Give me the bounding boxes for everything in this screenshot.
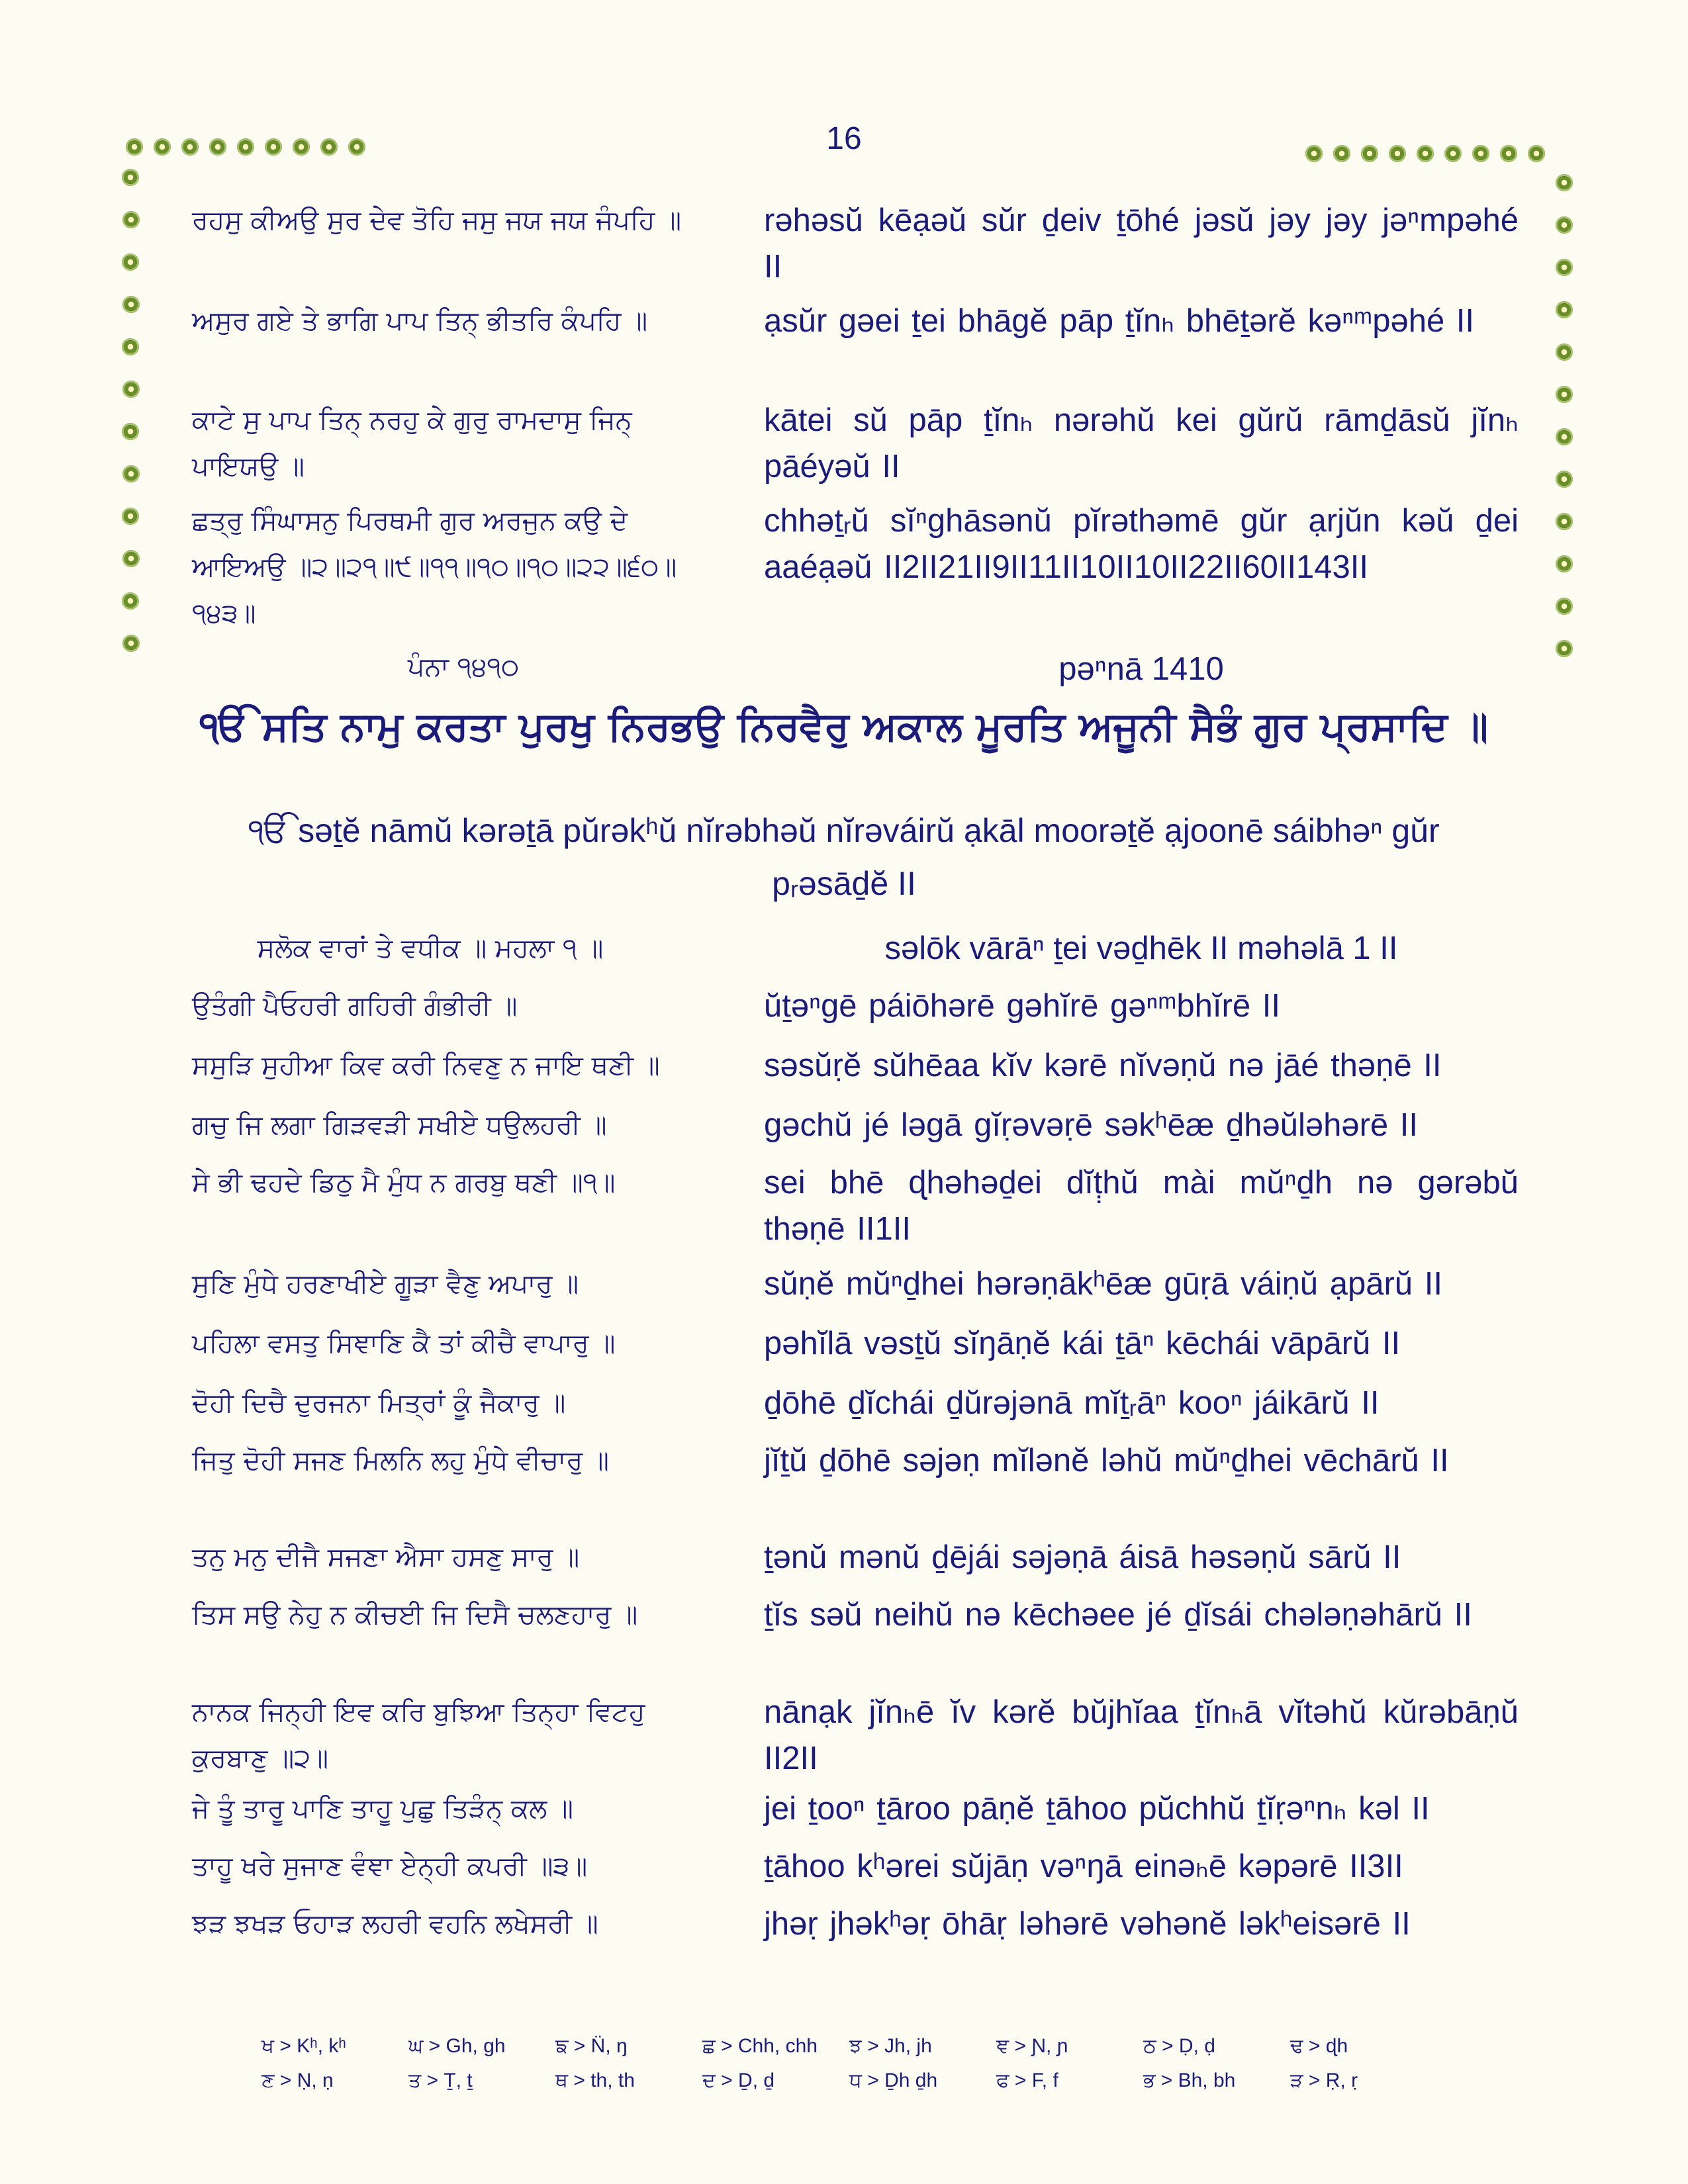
legend-item: ਦ > Ḏ, ḏ (702, 2070, 775, 2091)
flower-ornament-icon (122, 635, 140, 652)
flower-ornament-icon (122, 550, 140, 567)
flower-ornament-icon (1556, 555, 1573, 572)
gurmukhi-line: ਤਾਹੂ ਖਰੇ ਸੁਜਾਣ ਵੰਞਾ ਏਨ੍ਹੀ ਕਪਰੀ ॥੩॥ (192, 1851, 588, 1882)
flower-ornament-icon (122, 338, 139, 355)
flower-ornament-icon (1556, 174, 1573, 191)
transliteration-line: sŭṇĕ mŭⁿḏhei hərəṇākʰēæ gūṛā váiṇŭ ạpārŭ II (764, 1266, 1442, 1302)
mool-mantar-transliteration: ੴ səṯĕ nāmŭ kərəṯā pŭrəkʰŭ nĭrəbhəŭ nĭrəváirŭ ạkāl moorəṯĕ ạjoonē sáibhəⁿ gŭr pᵣəsāḏĕ II (248, 812, 1440, 902)
transliteration-line: jĭṯŭ ḏōhē səjəṇ mĭlənĕ ləhŭ mŭⁿḏhei vēchārŭ II (764, 1443, 1449, 1479)
section-heading-transliteration: səlōk vārāⁿ ṯei vəḏhēk II məhəlā 1 II (884, 931, 1398, 966)
legend-item: ਥ > th, th (555, 2070, 635, 2091)
gurmukhi-line: ਸੇ ਭੀ ਢਹਦੇ ਡਿਠੁ ਮੈ ਮੁੰਧ ਨ ਗਰਬੁ ਥਣੀ ॥੧॥ (192, 1167, 616, 1198)
legend-item: ਞ > Ɲ, ɲ (996, 2035, 1068, 2057)
flower-ornament-icon (122, 381, 140, 398)
flower-ornament-icon (1556, 640, 1573, 657)
transliteration-line: kātei sŭ pāp ṯĭnₕ nərəhŭ kei gŭrŭ rāmḏāsŭ jĭnₕ pāéyəŭ II (764, 402, 1519, 484)
legend-item: ਛ > Chh, chh (702, 2035, 818, 2057)
transliteration-line: rəhəsŭ kēạəŭ sŭr ḏeiv ṯōhé jəsŭ jəy jəy jəⁿmpəhé II (764, 203, 1519, 285)
transliteration-line: gəchŭ jé ləgā gĭṛəvəṛē səkʰēæ ḏhəŭləhərē II (764, 1107, 1419, 1143)
flower-ornament-icon (122, 253, 139, 271)
legend-item: ਧ > Ḏh ḏh (849, 2070, 938, 2091)
gurmukhi-line: ਛਤ੍ਰੁ ਸਿੰਘਾਸਨੁ ਪਿਰਥਮੀ ਗੁਰ ਅਰਜੁਨ ਕਉ ਦੇ ਆਇਅਉ ॥੨॥੨੧॥੯॥੧੧॥੧੦॥੧੦॥੨੨॥੬੦॥੧੪੩॥ (192, 506, 677, 629)
flower-ornament-icon (1556, 216, 1573, 234)
flower-ornament-icon (122, 423, 139, 440)
flower-ornament-icon (122, 508, 139, 525)
gurmukhi-line: ਗਚੁ ਜਿ ਲਗਾ ਗਿੜਵੜੀ ਸਖੀਏ ਧਉਲਹਰੀ ॥ (192, 1110, 607, 1140)
transliteration-legend (261, 2035, 1453, 2104)
flower-ornament-icon (1556, 301, 1573, 318)
legend-item: ਠ > Ḍ, ḍ (1143, 2035, 1215, 2057)
flower-ornament-icon (122, 211, 140, 228)
flower-ornament-icon (1556, 386, 1573, 403)
transliteration-line: ṯĭs səŭ neihŭ nə kēchəee jé ḏĭsái chələṇəhārŭ II (764, 1597, 1472, 1633)
gurmukhi-line: ਕਾਟੇ ਸੁ ਪਾਪ ਤਿਨ੍ ਨਰਹੁ ਕੇ ਗੁਰੁ ਰਾਮਦਾਸੁ ਜਿਨ੍ ਪਾਇਯਉ ॥ (192, 405, 632, 482)
flower-ornament-icon (1556, 471, 1573, 488)
gurmukhi-line: ਸਸੁੜਿ ਸੁਹੀਆ ਕਿਵ ਕਰੀ ਨਿਵਣੁ ਨ ਜਾਇ ਥਣੀ ॥ (192, 1050, 660, 1081)
flower-ornament-icon (122, 592, 139, 610)
gurmukhi-line: ਅਸੁਰ ਗਏ ਤੇ ਭਾਗਿ ਪਾਪ ਤਿਨ੍ ਭੀਤਰਿ ਕੰਪਹਿ ॥ (192, 306, 648, 336)
legend-item: ਫ > F, f (996, 2070, 1058, 2091)
legend-item: ਣ > Ṇ, ṇ (261, 2070, 334, 2091)
transliteration-line: ṯənŭ mənŭ ḏējái səjəṇā áisā həsəṇŭ sārŭ II (764, 1539, 1401, 1575)
gurmukhi-line: ਸੁਣਿ ਮੁੰਧੇ ਹਰਣਾਖੀਏ ਗੂੜਾ ਵੈਣੁ ਅਪਾਰੁ ॥ (192, 1269, 579, 1299)
legend-item: ਖ > Kʰ, kʰ (261, 2035, 346, 2057)
transliteration-line: jei ṯooⁿ ṯāroo pāṇĕ ṯāhoo pŭchhŭ ṯĭṛəⁿnₕ kəl II (764, 1791, 1430, 1827)
legend-item: ਤ > Ṯ, ṯ (408, 2070, 473, 2091)
flower-ornament-icon (1556, 513, 1573, 530)
legend-item: ਢ > ɖh (1290, 2035, 1348, 2057)
gurmukhi-line: ਨਾਨਕ ਜਿਨ੍ਹੀ ਇਵ ਕਰਿ ਬੁਝਿਆ ਤਿਨ੍ਹਾ ਵਿਟਹੁ ਕੁਰਬਾਣੁ ॥੨॥ (192, 1697, 645, 1774)
transliteration-line: sei bhē ɖhəhəḏei dĭṭ̣hŭ mài mŭⁿḏh nə gərəbŭ thəṇē II1II (764, 1165, 1519, 1247)
legend-row (261, 2070, 1453, 2104)
flower-ornament-icon (122, 169, 139, 186)
legend-item: ਘ > Gh, gh (408, 2035, 506, 2057)
flower-ornament-icon (122, 465, 140, 482)
legend-item: ਝ > Jh, jh (849, 2035, 932, 2057)
gurmukhi-line: ਜੇ ਤੂੰ ਤਾਰੂ ਪਾਣਿ ਤਾਹੂ ਪੁਛੁ ਤਿੜੰਨ੍ ਕਲ ॥ (192, 1794, 573, 1824)
flower-ornament-icon (122, 296, 140, 313)
transliteration-line: pəhĭlā vəsṯŭ sĭŋāṇĕ kái ṯāⁿ kēchái vāpārŭ II (764, 1326, 1401, 1361)
transliteration-line: ŭṯəⁿgē páiōhərē gəhĭrē gəⁿᵐbhĭrē II (764, 988, 1280, 1024)
flower-ornament-icon (1556, 259, 1573, 276)
gurmukhi-line: ਦੋਹੀ ਦਿਚੈ ਦੁਰਜਨਾ ਮਿਤ੍ਰਾਂ ਕੂੰ ਜੈਕਾਰੁ ॥ (192, 1388, 566, 1418)
legend-item: ਭ > Bh, bh (1143, 2070, 1236, 2091)
gurmukhi-line: ਤਨੁ ਮਨੁ ਦੀਜੈ ਸਜਣਾ ਐਸਾ ਹਸਣੁ ਸਾਰੁ ॥ (192, 1542, 580, 1572)
gurmukhi-line: ਪਹਿਲਾ ਵਸਤੁ ਸਿਞਾਣਿ ਕੈ ਤਾਂ ਕੀਚੈ ਵਾਪਾਰੁ ॥ (192, 1328, 616, 1359)
mool-mantar-gurmukhi: ੴ ਸਤਿ ਨਾਮੁ ਕਰਤਾ ਪੁਰਖੁ ਨਿਰਭਉ ਨਿਰਵੈਰੁ ਅਕਾਲ ਮੂਰਤਿ ਅਜੂਨੀ ਸੈਭੰ ਗੁਰ ਪ੍ਰਸਾਦਿ ॥ (199, 704, 1489, 750)
panna-gurmukhi: ਪੰਨਾ ੧੪੧੦ (407, 652, 520, 682)
gurmukhi-line: ਰਹਸੁ ਕੀਅਉ ਸੁਰ ਦੇਵ ਤੋਹਿ ਜਸੁ ਜਯ ਜਯ ਜੰਪਹਿ ॥ (192, 205, 682, 236)
transliteration-line: jhəṛ jhəkʰəṛ ōhāṛ ləhərē vəhənĕ ləkʰeisərē II (764, 1906, 1411, 1942)
page-number: 16 (826, 121, 862, 156)
gurmukhi-line: ਤਿਸ ਸਉ ਨੇਹੁ ਨ ਕੀਚਈ ਜਿ ਦਿਸੈ ਚਲਣਹਾਰੁ ॥ (192, 1600, 638, 1630)
flower-ornament-icon (1556, 598, 1573, 615)
legend-item: ੜ > Ṛ, ṛ (1290, 2070, 1358, 2091)
transliteration-line: chhəṯᵣŭ sĭⁿghāsənŭ pĭrəthəmē gŭr ạrjŭn kəŭ ḏei aaéạəŭ II2II21II9II11II10II10II22II60II143II (764, 503, 1519, 585)
transliteration-line: ạsŭr gəei ṯei bhāgĕ pāp ṯĭnₕ bhēṯərĕ kəⁿᵐpəhé II (764, 303, 1475, 339)
transliteration-line: ṯāhoo kʰərei sŭjāṇ vəⁿŋā einəₕē kəpərē II3II (764, 1848, 1403, 1884)
gurmukhi-line: ਝੜ ਝਖੜ ਓਹਾੜ ਲਹਰੀ ਵਹਨਿ ਲਖੇਸਰੀ ॥ (192, 1909, 598, 1939)
transliteration-line: ḏōhē ḏĭchái ḏŭrəjənā mĭṯᵣāⁿ kooⁿ jáikārŭ II (764, 1385, 1380, 1421)
flower-ornament-icon (1556, 343, 1573, 361)
legend-item: ਙ > N̈, ŋ (555, 2035, 628, 2057)
transliteration-line: nānạk jĭnₕē ĭv kərĕ bŭjhĭaa ṯĭnₕā vĭtəhŭ kŭrəbāṇŭ II2II (764, 1694, 1519, 1776)
section-heading-gurmukhi: ਸਲੋਕ ਵਾਰਾਂ ਤੇ ਵਧੀਕ ॥ ਮਹਲਾ ੧ ॥ (257, 933, 604, 964)
legend-row (261, 2035, 1453, 2070)
gurmukhi-line: ਉਤੰਗੀ ਪੈਓਹਰੀ ਗਹਿਰੀ ਗੰਭੀਰੀ ॥ (192, 991, 518, 1021)
panna-transliteration: pəⁿnā 1410 (1058, 651, 1224, 687)
flower-ornament-icon (1556, 428, 1573, 445)
transliteration-line: səsŭṛĕ sŭhēaa kĭv kərē nĭvəṇŭ nə jāé thəṇē II (764, 1048, 1442, 1083)
gurmukhi-line: ਜਿਤੁ ਦੋਹੀ ਸਜਣ ਮਿਲਨਿ ਲਹੁ ਮੁੰਧੇ ਵੀਚਾਰੁ ॥ (192, 1445, 609, 1476)
